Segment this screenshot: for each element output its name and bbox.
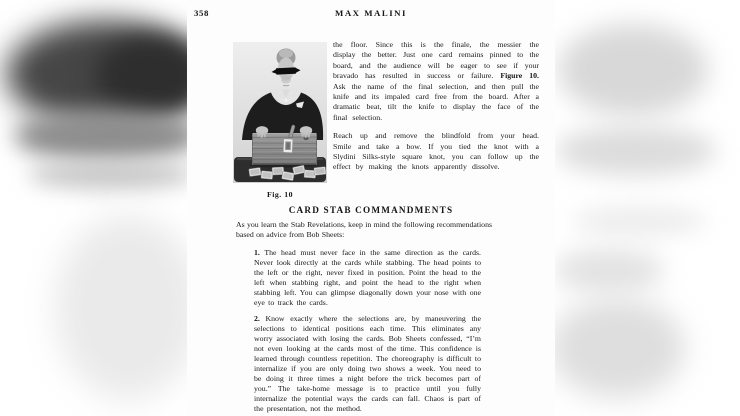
blurred-background-shape bbox=[554, 248, 664, 293]
paragraph-text: the floor. Since this is the finale, the messier the display the better. Just one card remains pinned to the board, and the audience will be eager to see if your bravado has resulted in success or failure. bbox=[333, 40, 539, 81]
paragraph bbox=[333, 40, 539, 123]
blurred-background-shape bbox=[556, 126, 716, 176]
figure-block bbox=[233, 42, 327, 199]
blurred-background-shape bbox=[28, 160, 194, 190]
blurred-background-shape bbox=[558, 24, 708, 116]
text-column bbox=[333, 40, 539, 181]
paragraph-text: Ask the name of the final selection, and then pull the knife and its impaled card free from the board. After a dramatic beat, tilt the knife to display the face of the final selection. bbox=[333, 81, 539, 122]
section-heading: CARD STAB COMMANDMENTS bbox=[288, 205, 454, 215]
commandments-list bbox=[254, 248, 481, 416]
list-item-number: 1. bbox=[254, 248, 260, 257]
page-number: 358 bbox=[194, 8, 209, 18]
running-header-title: MAX MALINI bbox=[335, 8, 407, 18]
list-item bbox=[254, 314, 481, 413]
blurred-background-shape bbox=[55, 215, 201, 400]
blurred-background-shape bbox=[550, 298, 685, 398]
book-page bbox=[187, 0, 555, 416]
list-item-text: The head must never face in the same direction as the cards. Never look directly at the cards while stabbing. The head points to the left or the right, never fixed in position. Point the head to the left when stabbing right, and point the head to the right when stabbing left. You can glimpse diagonally down your nose with one eye to track the cards. bbox=[254, 248, 481, 307]
section-intro: As you learn the Stab Revelations, keep in mind the following recommendations based on advice from Bob Sheets: bbox=[236, 220, 493, 240]
blurred-background-shape bbox=[14, 110, 200, 162]
list-item-text: Know exactly where the selections are, by maneuvering the selections to identical positions each time. This eliminates any worry associated with losing the cards. Bob Sheets confessed, “I’m not even looking at the cards most of the time. This confidence is learned through countless repetition. The choreography is difficult to internalize if you are only doing two shows a week. You need to be doing it three times a night before the trick becomes part of you.” The take-home message is to practice until you fully internalize the potential ways the cards can fall. Chaos is part of the presentation, not the method. bbox=[254, 314, 481, 413]
figure-caption: Fig. 10 bbox=[266, 190, 294, 199]
blurred-background-shape bbox=[572, 206, 707, 236]
list-item-number: 2. bbox=[254, 314, 260, 324]
figure-10-photo bbox=[233, 42, 327, 183]
paragraph: Reach up and remove the blindfold from your head. Smile and take a bow. If you tied the knot with a Slydini Silks-style square knot, you can follow up the effect by making the knots apparently dissolve. bbox=[333, 131, 539, 172]
figure-reference: Figure 10. bbox=[500, 71, 540, 81]
list-item bbox=[254, 248, 481, 307]
pinned-card bbox=[283, 139, 292, 153]
